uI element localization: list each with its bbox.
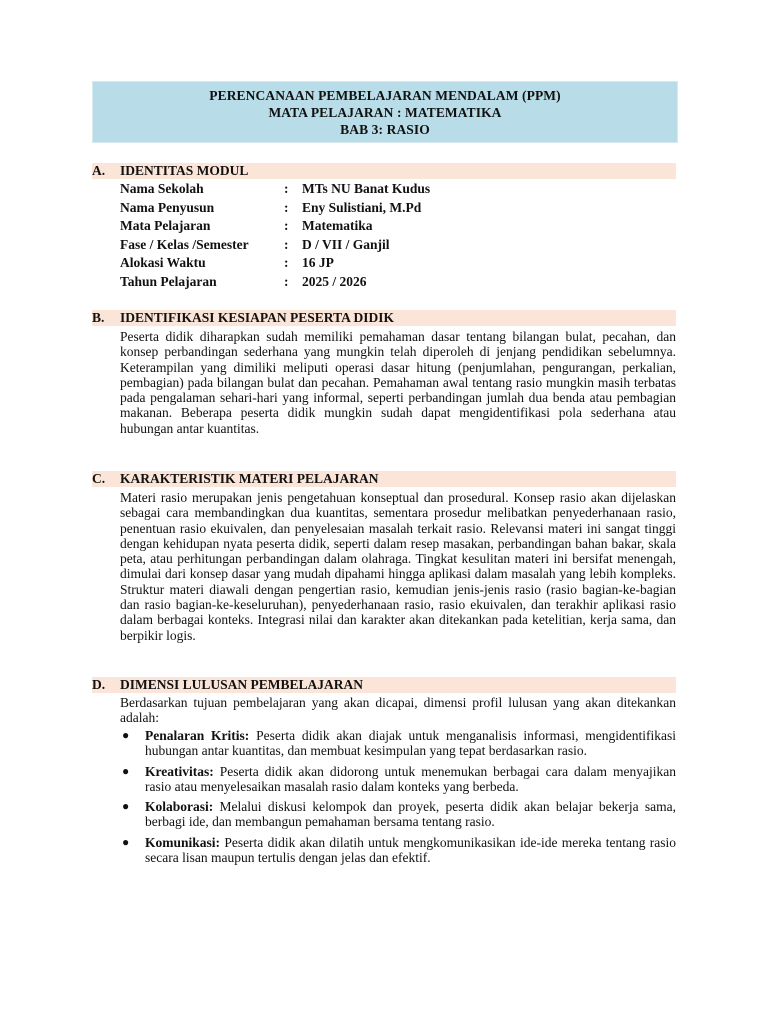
identitas-key: Fase / Kelas /Semester — [120, 236, 249, 252]
bullet-term: Komunikasi: — [145, 834, 221, 850]
list-item — [120, 835, 676, 866]
title-line-3: BAB 3: RASIO — [340, 121, 430, 137]
section-title: IDENTITAS MODUL — [120, 163, 249, 178]
section-title: KARAKTERISTIK MATERI PELAJARAN — [120, 471, 379, 486]
section-b-heading — [92, 310, 676, 326]
kesiapan-paragraph: Peserta didik diharapkan sudah memiliki pemahaman dasar tentang bilangan bulat, pecahan, dan konsep perbandingan sederhana yang mungkin telah diperoleh di jenjang pendidikan sebelumnya. Keterampilan yang dimiliki meliputi operasi dasar hitung (penjumlahan, pengurangan, perkalian, pembagian) pada bilangan bulat dan pecahan. Pemahaman awal tentang rasio mungkin masih terbatas pada pengalaman sehari-hari yang informal, seperti perbandingan jumlah dua benda atau pembagian makanan. Beberapa peserta didik mungkin sudah dapat mengidentifikasi pola sederhana atau hubungan antar kuantitas. — [120, 329, 676, 436]
dimensi-list — [120, 728, 676, 870]
bullet-term: Penalaran Kritis: — [145, 728, 250, 743]
list-item — [120, 764, 676, 795]
karakteristik-paragraph: Materi rasio merupakan jenis pengetahuan konseptual dan prosedural. Konsep rasio akan dijelaskan sebagai cara membandingkan dua kuantitas, sementara prosedur melibatkan penyederhanaan rasio, penentuan rasio ekuivalen, dan penyelesaian masalah terkait rasio. Relevansi materi ini sangat tinggi dengan kehidupan nyata peserta didik, seperti dalam resep masakan, perbandingan bahan bakar, skala peta, atau perhitungan perbandingan dalam olahraga. Tingkat kesulitan materi ini bersifat menengah, dimulai dari konsep dasar yang mudah dipahami hingga aplikasi dalam masalah yang lebih kompleks. Struktur materi diawali dengan pengertian rasio, kemudian jenis-jenis rasio (rasio bagian-ke-bagian dan rasio bagian-ke-keseluruhan), penyederhanaan rasio, rasio ekuivalen, dan terakhir aplikasi rasio dalam berbagai konteks. Integrasi nilai dan karakter akan ditekankan pada ketelitian, kerja sama, dan berpikir logis. — [120, 490, 676, 643]
bullet-text: Peserta didik akan dilatih untuk mengkomunikasikan ide-ide mereka tentang rasio secara lisan maupun tertulis dengan jelas dan efektif. — [145, 834, 676, 866]
bullet-text: Peserta didik akan diajak untuk menganalisis informasi, mengidentifikasi hubungan antar kuantitas, dan membuat kesimpulan yang tepat berdasarkan rasio. — [145, 728, 676, 759]
identitas-colon: : — [284, 273, 289, 289]
section-letter: A. — [92, 163, 106, 178]
bullet-term: Kreativitas: — [145, 763, 214, 779]
bullet-icon: ● — [122, 834, 130, 849]
section-d-heading — [92, 677, 676, 693]
identitas-value: Eny Sulistiani, M.Pd — [302, 199, 422, 215]
bullet-icon: ● — [122, 799, 130, 814]
list-item — [120, 728, 676, 759]
list-item — [120, 799, 676, 830]
bullet-icon: ● — [122, 728, 130, 742]
identitas-key: Tahun Pelajaran — [120, 273, 217, 289]
identitas-value: MTs NU Banat Kudus — [302, 181, 431, 196]
section-title: DIMENSI LULUSAN PEMBELAJARAN — [120, 677, 364, 692]
identitas-key: Mata Pelajaran — [120, 218, 211, 234]
section-title: IDENTIFIKASI KESIAPAN PESERTA DIDIK — [120, 310, 394, 325]
section-letter: C. — [92, 471, 106, 486]
title-line-1: PERENCANAAN PEMBELAJARAN MENDALAM (PPM) — [209, 87, 561, 103]
identitas-value: 16 JP — [302, 255, 334, 271]
bullet-icon: ● — [122, 763, 130, 778]
section-letter: D. — [92, 677, 106, 692]
identitas-key: Nama Sekolah — [120, 181, 204, 196]
bullet-term: Kolaborasi: — [145, 799, 214, 815]
dimensi-intro: Berdasarkan tujuan pembelajaran yang akan dicapai, dimensi profil lulusan yang akan ditekankan adalah: — [120, 695, 676, 726]
identitas-colon: : — [284, 181, 289, 196]
title-line-2: MATA PELAJARAN : MATEMATIKA — [268, 104, 502, 120]
identitas-value: Matematika — [302, 218, 373, 234]
identitas-value: 2025 / 2026 — [302, 273, 367, 289]
section-letter: B. — [92, 310, 105, 325]
section-a-heading — [92, 163, 676, 179]
section-c-heading — [92, 471, 676, 487]
identitas-key: Nama Penyusun — [120, 199, 215, 215]
identitas-colon: : — [284, 255, 289, 271]
title-box — [92, 81, 678, 143]
identitas-value: D / VII / Ganjil — [302, 236, 390, 252]
identitas-key: Alokasi Waktu — [120, 255, 206, 271]
bullet-text: Melalui diskusi kelompok dan proyek, peserta didik akan belajar bekerja sama, berbagi ide, dan membangun pemahaman bersama tentang rasio. — [145, 799, 676, 830]
identitas-colon: : — [284, 218, 289, 234]
identitas-colon: : — [284, 236, 289, 252]
bullet-text: Peserta didik akan didorong untuk menemukan berbagai cara dalam menyajikan rasio atau menyelesaikan masalah rasio dalam konteks yang berbeda. — [145, 763, 676, 794]
identitas-colon: : — [284, 199, 289, 215]
